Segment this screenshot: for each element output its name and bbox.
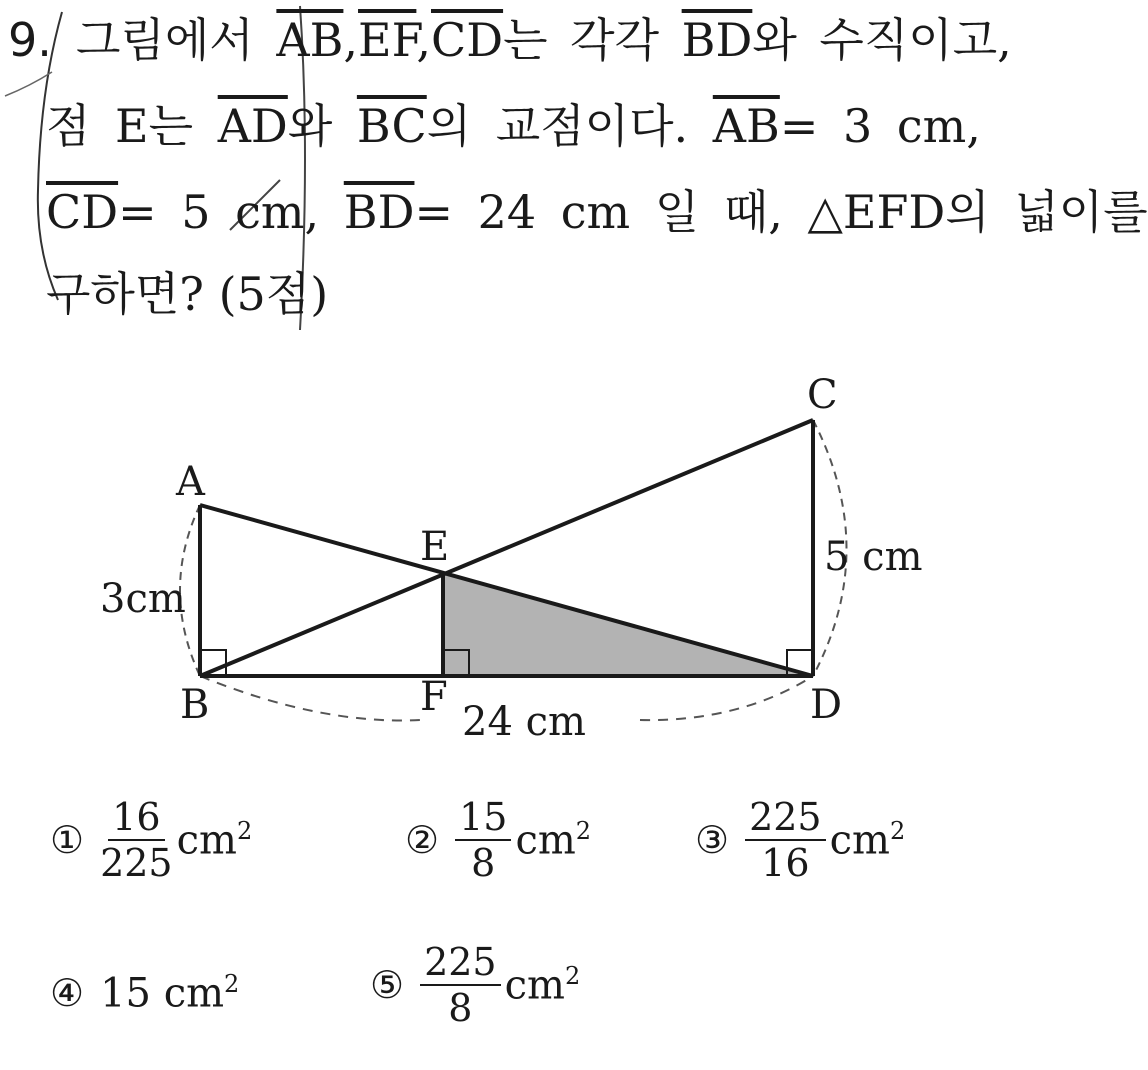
unit-text: cm bbox=[515, 817, 576, 864]
denominator: 225 bbox=[100, 841, 173, 885]
segment-ab: $\overline{AB}$ bbox=[712, 99, 780, 153]
unit-text: cm bbox=[504, 962, 565, 1009]
exponent: 2 bbox=[575, 816, 592, 845]
comma: , bbox=[416, 13, 431, 67]
fraction bbox=[420, 940, 501, 1030]
unit bbox=[505, 962, 581, 1008]
numerator: 225 bbox=[420, 940, 501, 986]
question-line-4: 구하면? (5점) bbox=[46, 267, 329, 321]
choice-3[interactable] bbox=[695, 795, 905, 885]
segment-ef: $\overline{EF}$ bbox=[358, 13, 417, 67]
numerator: 225 bbox=[745, 795, 826, 841]
segment-ab: $\overline{AB}$ bbox=[276, 13, 344, 67]
choice-number: ② bbox=[405, 818, 440, 862]
text: 의 교점이다. bbox=[426, 99, 689, 153]
unit-text: cm bbox=[829, 817, 890, 864]
unit bbox=[515, 817, 591, 863]
comma: , bbox=[343, 13, 359, 67]
text: = 5 cm, bbox=[118, 185, 320, 239]
denominator: 8 bbox=[471, 841, 496, 885]
exponent: 2 bbox=[564, 961, 581, 990]
label-a: A bbox=[176, 459, 205, 505]
text: = 3 cm, bbox=[779, 99, 981, 153]
fraction bbox=[100, 795, 173, 885]
geometry-figure bbox=[0, 350, 1053, 750]
exponent: 2 bbox=[889, 816, 906, 845]
label-bd-length: 24 cm bbox=[462, 699, 586, 745]
segment-bc: $\overline{BC}$ bbox=[356, 99, 427, 153]
text: 와 bbox=[287, 99, 333, 153]
fraction bbox=[455, 795, 511, 885]
text: 그림에서 bbox=[76, 13, 254, 67]
question-line-1 bbox=[76, 10, 1012, 70]
label-b: B bbox=[180, 682, 210, 728]
question-number: 9. bbox=[8, 13, 52, 67]
label-cd-length: 5 cm bbox=[824, 534, 923, 580]
choice-5[interactable] bbox=[370, 940, 580, 1030]
choice-number: ⑤ bbox=[370, 963, 405, 1007]
numerator: 15 bbox=[455, 795, 511, 841]
segment-ad: $\overline{AD}$ bbox=[217, 99, 288, 153]
exponent: 2 bbox=[236, 816, 253, 845]
value-text: 15 bbox=[100, 970, 151, 1017]
question-line-2 bbox=[46, 96, 981, 156]
choice-4[interactable] bbox=[50, 970, 239, 1016]
numerator: 16 bbox=[108, 795, 164, 841]
denominator: 8 bbox=[448, 986, 473, 1030]
segment-bd: $\overline{BD}$ bbox=[343, 185, 415, 239]
text: 점 E는 bbox=[46, 99, 194, 153]
unit bbox=[830, 817, 906, 863]
segment-cd: $\overline{CD}$ bbox=[46, 185, 119, 239]
label-ab-length: 3cm bbox=[100, 576, 186, 622]
text: 와 수직이고, bbox=[752, 13, 1012, 67]
fraction bbox=[745, 795, 826, 885]
denominator: 16 bbox=[761, 841, 810, 885]
label-f: F bbox=[420, 674, 448, 720]
choice-1[interactable] bbox=[50, 795, 252, 885]
choice-number: ① bbox=[50, 818, 85, 862]
segment-cd: $\overline{CD}$ bbox=[431, 13, 504, 67]
label-c: C bbox=[807, 372, 838, 418]
label-d: D bbox=[810, 682, 843, 728]
question-line-3 bbox=[46, 182, 1148, 242]
unit-text: cm bbox=[163, 970, 225, 1017]
unit bbox=[177, 817, 253, 863]
text: = 24 cm 일 때, △EFD의 넓이를 bbox=[414, 185, 1148, 239]
choice-number: ③ bbox=[695, 818, 730, 862]
exponent: 2 bbox=[224, 970, 240, 998]
choice-2[interactable] bbox=[405, 795, 591, 885]
segment-bd: $\overline{BD}$ bbox=[681, 13, 753, 67]
choice-number: ④ bbox=[50, 971, 85, 1016]
unit-text: cm bbox=[176, 817, 237, 864]
value bbox=[100, 970, 239, 1016]
label-e: E bbox=[420, 524, 450, 570]
text: 는 각각 bbox=[503, 13, 660, 67]
